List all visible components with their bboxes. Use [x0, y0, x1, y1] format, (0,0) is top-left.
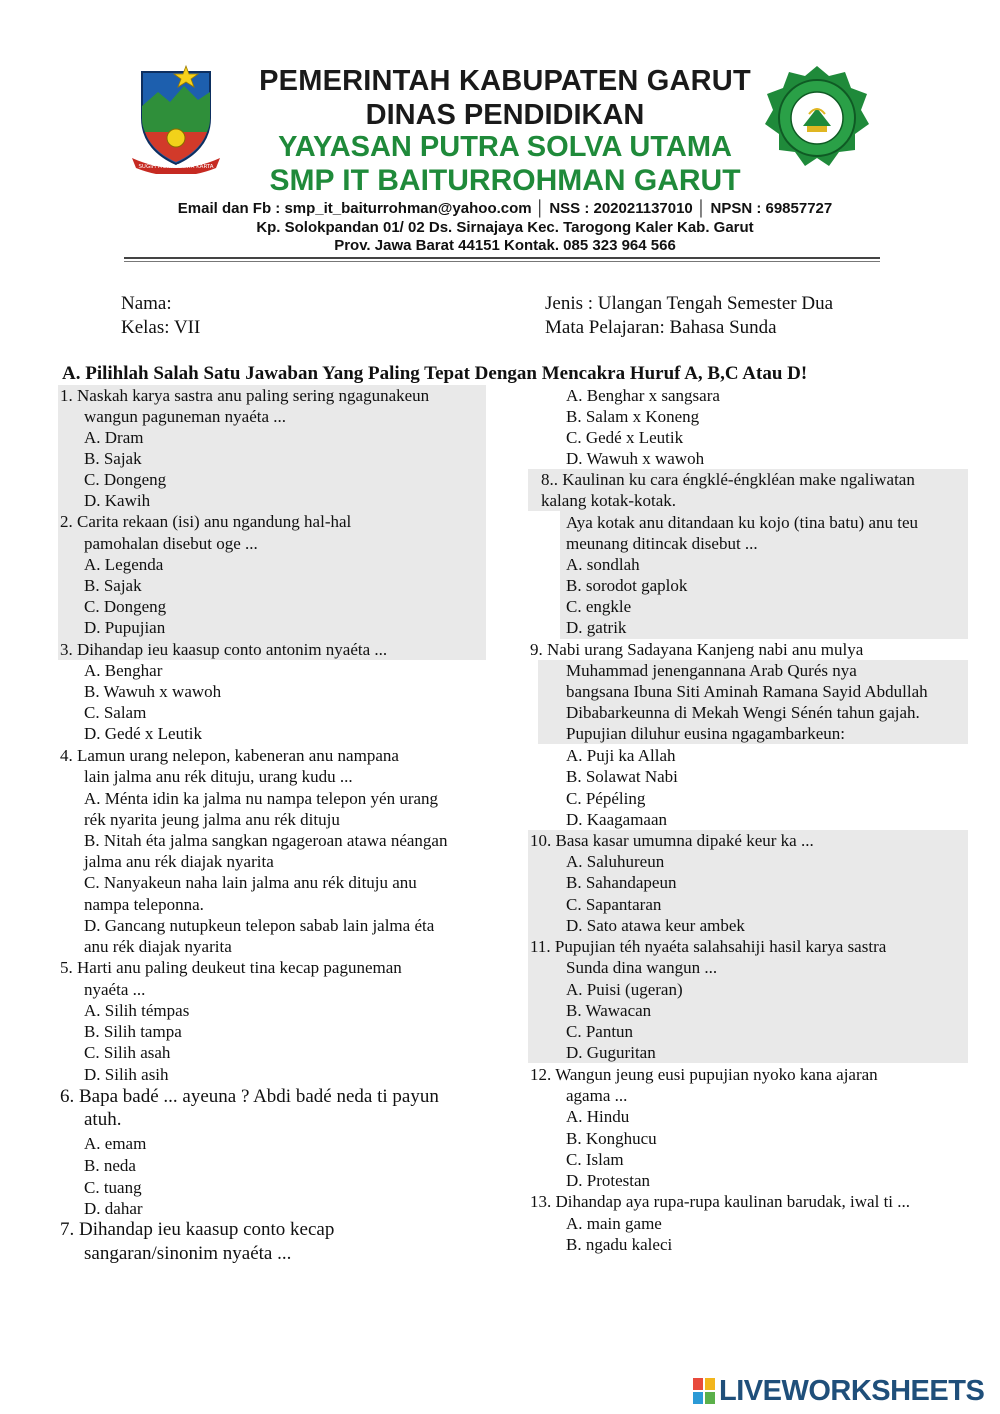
answer-option[interactable]: A. main game — [566, 1214, 662, 1233]
question-text: lain jalma anu rék dituju, urang kudu ... — [84, 767, 353, 786]
question-text: 4. Lamun urang nelepon, kabeneran anu nampana — [60, 746, 399, 765]
field-nama: Nama: — [121, 293, 172, 314]
question-text: pamohalan disebut oge ... — [84, 534, 258, 553]
answer-option[interactable]: B. Konghucu — [566, 1129, 657, 1148]
answer-option[interactable]: B. Sajak — [84, 449, 142, 468]
answer-option[interactable]: D. Sato atawa keur ambek — [566, 916, 745, 935]
answer-option-cont[interactable]: rék nyarita jeung jalma anu rék dituju — [84, 810, 340, 829]
answer-option[interactable]: B. sorodot gaplok — [566, 576, 688, 595]
question-text: 1. Naskah karya sastra anu paling sering ngagunakeun — [60, 386, 430, 405]
answer-option[interactable]: C. Dongeng — [84, 597, 167, 616]
answer-option[interactable]: B. Salam x Koneng — [566, 407, 700, 426]
answer-option[interactable]: D. Silih asih — [84, 1065, 169, 1084]
question-text: Aya kotak anu ditandaan ku kojo (tina batu) anu teu — [566, 513, 919, 532]
question-text: nyaéta ... — [84, 980, 146, 999]
answer-option[interactable]: C. Sapantaran — [566, 895, 662, 914]
answer-option[interactable]: A. Legenda — [84, 555, 164, 574]
answer-option[interactable]: D. Pupujian — [84, 618, 166, 637]
liveworksheets-watermark — [693, 1374, 984, 1408]
question-text: 12. Wangun jeung eusi pupujian nyoko kana ajaran — [530, 1065, 878, 1084]
question-text: agama ... — [566, 1086, 628, 1105]
answer-option[interactable]: B. neda — [84, 1156, 136, 1175]
answer-option[interactable]: D. Protestan — [566, 1171, 651, 1190]
answer-option-cont[interactable]: anu rék diajak nyarita — [84, 937, 232, 956]
answer-option[interactable]: D. Wawuh x wawoh — [566, 449, 705, 468]
answer-option[interactable]: D. Guguritan — [566, 1043, 656, 1062]
question-text: 8.. Kaulinan ku cara éngklé-éngkléan make ngaliwatan — [541, 470, 915, 489]
answer-option[interactable]: C. Pépéling — [566, 789, 646, 808]
header-contact-email: Email dan Fb : smp_it_baiturrohman@yahoo.com │ NSS : 202021137010 │ NPSN : 69857727 — [177, 200, 833, 217]
answer-option[interactable]: B. Sajak — [84, 576, 142, 595]
answer-option[interactable]: C. Salam — [84, 703, 147, 722]
answer-option[interactable]: B. Solawat Nabi — [566, 767, 678, 786]
answer-option[interactable]: C. Dongeng — [84, 470, 167, 489]
answer-option[interactable]: A. emam — [84, 1134, 147, 1153]
answer-option[interactable]: C. Gedé x Leutik — [566, 428, 684, 447]
answer-option[interactable]: C. Nanyakeun naha lain jalma anu rék dituju anu — [84, 873, 417, 892]
answer-option[interactable]: B. ngadu kaleci — [566, 1235, 673, 1254]
emblem-banner-text: SUGIH MUKTI HARTA KARTA — [138, 164, 214, 170]
answer-option[interactable]: A. Saluhureun — [566, 852, 665, 871]
field-kelas: Kelas: VII — [121, 317, 201, 338]
question-text: atuh. — [84, 1109, 122, 1130]
question-text: 7. Dihandap ieu kaasup conto kecap — [60, 1219, 335, 1240]
answer-option[interactable]: C. tuang — [84, 1178, 142, 1197]
liveworksheets-brand: LIVEWORKSHEETS — [719, 1374, 985, 1407]
question-text: sangaran/sinonim nyaéta ... — [84, 1243, 292, 1264]
answer-option[interactable]: B. Wawuh x wawoh — [84, 682, 222, 701]
field-mata-pelajaran: Mata Pelajaran: Bahasa Sunda — [545, 317, 777, 338]
answer-option[interactable]: A. Benghar x sangsara — [566, 386, 720, 405]
question-text: 6. Bapa badé ... ayeuna ? Abdi badé neda ti payun — [60, 1086, 439, 1107]
question-text: 3. Dihandap ieu kaasup conto antonim nyaéta ... — [60, 640, 388, 659]
question-text: 2. Carita rekaan (isi) anu ngandung hal-hal — [60, 512, 352, 531]
question-text: 9. Nabi urang Sadayana Kanjeng nabi anu mulya — [530, 640, 864, 659]
header-school: SMP IT BAITURROHMAN GARUT — [269, 164, 741, 197]
answer-option[interactable]: A. Hindu — [566, 1107, 630, 1126]
question-text: Muhammad jenengannana Arab Qurés nya — [566, 661, 857, 680]
answer-option[interactable]: A. Ménta idin ka jalma nu nampa telepon yén urang — [84, 789, 439, 808]
field-jenis: Jenis : Ulangan Tengah Semester Dua — [545, 293, 833, 314]
answer-option[interactable]: D. Gedé x Leutik — [84, 724, 203, 743]
question-text: kalang kotak-kotak. — [541, 491, 677, 510]
answer-option[interactable]: D. gatrik — [566, 618, 627, 637]
answer-option[interactable]: C. engkle — [566, 597, 632, 616]
question-text: 10. Basa kasar umumna dipaké keur ka ... — [530, 831, 814, 850]
header-government: PEMERINTAH KABUPATEN GARUT — [259, 65, 751, 97]
answer-option[interactable]: A. Dram — [84, 428, 144, 447]
liveworksheets-logo-icon — [693, 1378, 715, 1404]
answer-option[interactable]: A. Silih témpas — [84, 1001, 190, 1020]
answer-option[interactable]: D. Gancang nutupkeun telepon sabab lain jalma éta — [84, 916, 435, 935]
question-text: 13. Dihandap aya rupa-rupa kaulinan barudak, iwal ti ... — [530, 1192, 911, 1211]
answer-option-cont[interactable]: nampa teleponna. — [84, 895, 204, 914]
header-office: DINAS PENDIDIKAN — [365, 99, 645, 131]
question-text: Sunda dina wangun ... — [566, 958, 718, 977]
question-text: wangun paguneman nyaéta ... — [84, 407, 287, 426]
header-contact-address: Kp. Solokpandan 01/ 02 Ds. Sirnajaya Kec. Tarogong Kaler Kab. Garut — [256, 219, 754, 236]
question-text: Pupujian diluhur eusina ngagambarkeun: — [566, 724, 846, 743]
header-divider-thin — [124, 261, 880, 262]
answer-option[interactable]: B. Nitah éta jalma sangkan ngageroan atawa néangan — [84, 831, 448, 850]
answer-option[interactable]: A. Puji ka Allah — [566, 746, 676, 765]
answer-option[interactable]: A. sondlah — [566, 555, 640, 574]
question-text: Dibabarkeunna di Mekah Wengi Sénén tahun gajah. — [566, 703, 920, 722]
question-text: 5. Harti anu paling deukeut tina kecap paguneman — [60, 958, 402, 977]
answer-option[interactable]: A. Benghar — [84, 661, 163, 680]
question-text: bangsana Ibuna Siti Aminah Ramana Sayid Abdullah — [566, 682, 928, 701]
header-foundation: YAYASAN PUTRA SOLVA UTAMA — [278, 131, 732, 163]
answer-option[interactable]: B. Sahandapeun — [566, 873, 677, 892]
answer-option[interactable]: D. dahar — [84, 1199, 143, 1218]
answer-option[interactable]: C. Silih asah — [84, 1043, 171, 1062]
header-contact-phone: Prov. Jawa Barat 44151 Kontak. 085 323 964 566 — [334, 237, 676, 254]
answer-option[interactable]: B. Wawacan — [566, 1001, 652, 1020]
answer-option[interactable]: C. Pantun — [566, 1022, 634, 1041]
answer-option-cont[interactable]: jalma anu rék diajak nyarita — [84, 852, 274, 871]
answer-option[interactable]: D. Kawih — [84, 491, 151, 510]
answer-option[interactable]: C. Islam — [566, 1150, 624, 1169]
answer-option[interactable]: D. Kaagamaan — [566, 810, 668, 829]
section-instruction: A. Pilihlah Salah Satu Jawaban Yang Paling Tepat Dengan Mencakra Huruf A, B,C Atau D! — [62, 363, 808, 384]
header-divider — [124, 257, 880, 259]
answer-option[interactable]: B. Silih tampa — [84, 1022, 182, 1041]
question-text: 11. Pupujian téh nyaéta salahsahiji hasil karya sastra — [530, 937, 887, 956]
answer-option[interactable]: A. Puisi (ugeran) — [566, 980, 683, 999]
question-text: meunang ditincak disebut ... — [566, 534, 758, 553]
